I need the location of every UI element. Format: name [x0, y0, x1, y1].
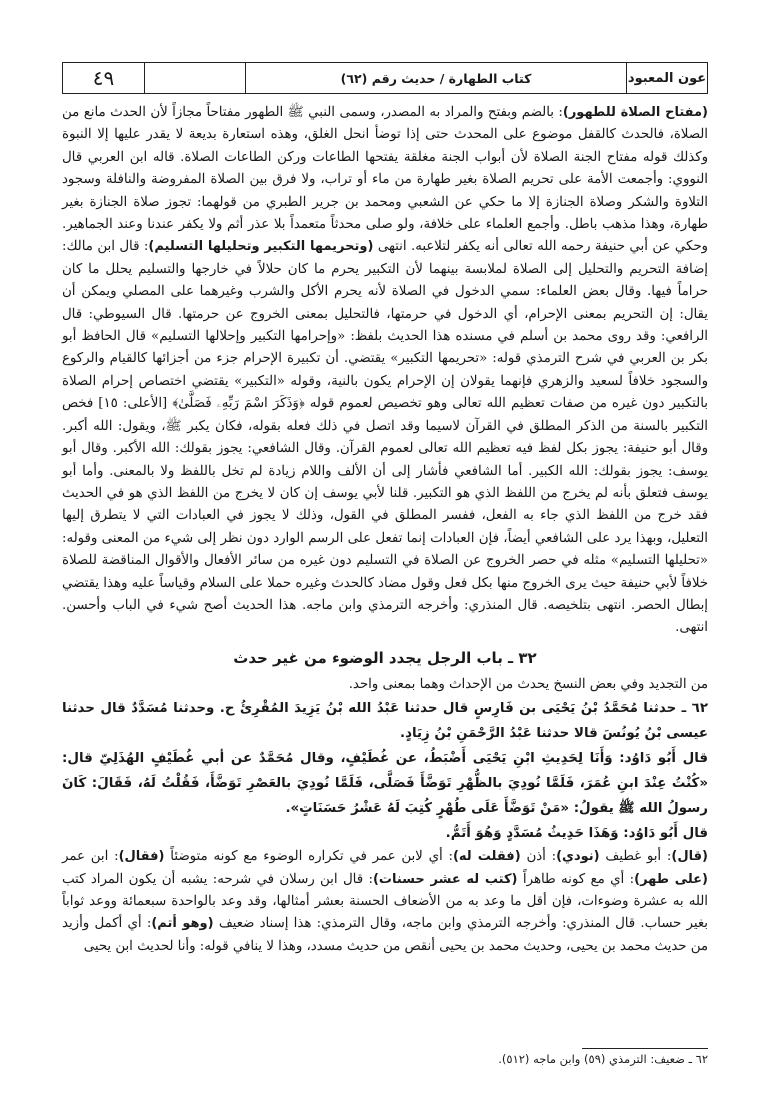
paragraph-text: : أي مع كونه طاهراً	[517, 871, 635, 887]
commentary-paragraph	[62, 102, 708, 640]
chapter-reference: كتاب الطهارة / حديث رقم (٦٢)	[245, 63, 626, 93]
lemma: (مفتاح الصلاة للطهور)	[562, 105, 708, 120]
lemma: (على طهر)	[634, 871, 709, 887]
paragraph-text: : بالضم وبفتح والمراد به المصدر، وسمى النبي ﷺ الطهور مفتاحاً مجازاً لأن الحدث مانع من الصلاة، فالحدث كالقفل موضوع على المحدث حتى إذا توضأ انحل الغلق، وهذه استعارة بديعة لا يقدر عليها إلا النبوة وكذلك قوله مفتاح الجنة الصلاة لأن أبواب الجنة مغلقة يفتحها الطاعات وركن الطاعات الصلاة. قاله ابن العربي قال النووي: وأجمعت الأمة على تحريم الصلاة بغير طهارة من ماء أو تراب، ولا فرق بين الصلاة المفروضة والنافلة وسجود التلاوة والشكر وصلاة الجنازة إلا ما حكي عن الشعبي ومحمد بن جرير الطبري من قولهما: تجوز صلاة الجنازة بغير طهارة، وهذا مذهب باطل. وأجمع العلماء على خلافة، ولو صلى محدثاً متعمداً بلا عذر أثم ولا يكفر عندنا وعند الجماهير. وحكي عن أبي حنيفة رحمه الله تعالى أنه يكفر لتلاعبه. انتهى	[62, 105, 708, 255]
lemma: (فقلت له)	[452, 849, 521, 865]
book-page	[62, 62, 708, 1102]
commentary-paragraph	[62, 846, 708, 958]
lemma: (نودي)	[556, 849, 600, 865]
hadith-text: قال أَبُو دَاوُد: وَأَنَا لِحَدِيثِ ابْنِ يَحْيَى أَضْبَطُ، عن غُطَيْفٍ، وقال مُحَمَّدٌ عن أبي غُطَيْفٍ الهُذَلِيّ قال: «كُنْتُ عِنْدَ ابنِ عُمَرَ، فَلَمَّا نُودِيَ بالظُّهْرِ تَوَضَّأَ فَصَلَّى، فَلَمَّا نُودِيَ بالعَصْرِ تَوَضَّأَ، فَقُلْتُ لَهُ، فَقَالَ: كَانَ رسولُ الله ﷺ يقولُ: «مَنْ تَوَضَّأَ عَلَى طُهْرٍ كُتِبَ لَهُ عَشْرُ حَسَنَاتٍ».	[62, 751, 708, 817]
header-blank-cell	[144, 63, 245, 93]
paragraph-text: : أي لابن عمر في تكراره الوضوء مع كونه متوضئاً	[164, 849, 453, 865]
lemma: (قال)	[671, 849, 708, 865]
page-header	[62, 62, 708, 94]
page-number: ٤٩	[92, 66, 115, 90]
paragraph-text: : قال ابن رسلان في شرحه: يشبه أن يكون المراد كتب الله به عشرة وضوءات، فإن أقل ما وعد به من الأضعاف الحسنة بعشر أمثالها، وقد وعد بالواحدة سبعمائة ووعد ثواباً بغير حساب. قال المنذري: وأخرجه الترمذي وابن ماجه، وقال الترمذي: هذا إسناد ضعيف	[62, 871, 708, 932]
hadith-chain: ٦٢ ـ حدثنا مُحَمَّدُ بْنُ يَحْيَى بن فَارِسٍ قال حدثنا عَبْدُ الله بْنُ يَزِيدَ المُقْرِئُ ح. وحدثنا مُسَدَّدٌ قال حدثنا عيسى بْنُ يُونُسَ قالا حدثنا عَبْدُ الرَّحْمَنِ بْنُ زِيَادٍ.	[62, 701, 708, 742]
paragraph-text: : قال ابن مالك: إضافة التحريم والتحليل إلى الصلاة لملابسة بينهما لأن التكبير يحرم ما كان حلالاً في خارجها والتسليم يحلل ما كان حراماً فيها. وقال بعض العلماء: سمي الدخول في الصلاة لأنه يحرم الأكل والشرب وغيرهما على المصلي ويمكن أن يقال: إن التحريم بمعنى الإحرام، أي الدخول في حرمتها، فالتحليل بمعنى الخروج عن حرمتها. قال السيوطي: قال الرافعي: وقد روى محمد بن أسلم في مسنده هذا الحديث بلفظ: «وإحرامها التكبير وإحلالها التسليم» قال الحافظ أبو بكر بن العربي في شرح الترمذي قوله: «تحريمها التكبير» يقتضي. أن تكبيرة الإحرام جزء من أجزائها كالقيام والركوع والسجود خلافاً لسعيد والزهري فإنهما يقولان إن الإحرام يكون بالنية، وقوله «التكبير» يقتضي اختصاص إحرام الصلاة بالتكبير دون غيره من صفات تعظيم الله تعالى وهو تخصيص لعموم قوله ﴿وَذَكَرَ اسْمَ رَبِّهِۦ فَصَلَّىٰ﴾ [الأعلى: ١٥] فخص التكبير بالسنة من الذكر المطلق في القرآن لاسيما وقد اتصل في ذلك فعله بقوله، فكان يكبر ﷺ، ويقول: الله أكبر. وقال أبو حنيفة: يجوز بكل لفظ فيه تعظيم الله تعالى لعموم القرآن. وقال الشافعي: يجوز بقولك: الله الأكبر. وقال أبو يوسف: يجوز بقولك: الله الكبير. أما الشافعي فأشار إلى أن الألف واللام زيادة لم تخل باللفظ ولا بالمعنى. وأما أبو يوسف فتعلق بأنه لم يخرج من اللفظ الذي هو التكبير. قلنا لأبي يوسف إن كان لا يخرج من اللفظ الذي هو في الحديث فقد خرج من اللفظ الذي جاء به الفعل، ففسر المطلق في القول، وذلك لا يجوز في العبادات التي لا يتطرق إليها التعليل، وبهذا يرد على الشافعي أيضاً، فإن العبادات إنما تفعل على الرسم الوارد دون نظر إلى شيء من المعنى وقوله: «تحليلها التسليم» مثله في حصر الخروج عن الصلاة في التسليم دون غيره من سائر الأفعال والأقوال المناقضة للصلاة خلافاً لأبي حنيفة حيث يرى الخروج منها بكل فعل وقول مضاد كالحدث وغيره حملا على السلام وقياساً عليه وهذا يقتضي إبطال الحصر. انتهى بتلخيصه. قال المنذري: وأخرجه الترمذي وابن ماجه. هذا الحديث أصح شيء في الباب وأحسن. انتهى.	[62, 239, 708, 636]
paragraph-text: : أي أكمل وأزيد من حديث محمد بن يحيى، وحديث محمد بن يحيى أنقص من حديث مسدد، وهذا لا ينافي قوله: وأنا لحديث ابن يحيى	[62, 916, 708, 954]
lemma: (وتحريمها التكبير وتحليلها التسليم)	[148, 239, 374, 255]
lemma: (فقال)	[118, 849, 165, 865]
paragraph-text: : أذن	[520, 849, 557, 865]
lemma: (وهو أتم)	[151, 916, 214, 932]
footnote-divider	[582, 1048, 708, 1049]
hadith-remark: قال أَبُو دَاوُد: وَهَذَا حَدِيثُ مُسَدَّدٍ وَهُوَ أَتَمُّ.	[445, 826, 708, 842]
page-body	[62, 102, 708, 958]
chapter-title: ٣٢ ـ باب الرجل يجدد الوضوء من غير حدث	[233, 648, 537, 667]
paragraph-text: : ابن عمر	[62, 849, 119, 865]
book-title: عون المعبود	[626, 63, 707, 93]
footnote: ٦٢ ـ ضعيف: الترمذي (٥٩) وابن ماجه (٥١٢).	[498, 1052, 708, 1066]
lemma: (كتب له عشر حسنات)	[372, 871, 518, 887]
chapter-note: من التجديد وفي بعض النسخ يحدث من الإحداث وهما بمعنى واحد.	[348, 676, 708, 692]
paragraph-text: : أبو غطيف	[599, 849, 672, 865]
